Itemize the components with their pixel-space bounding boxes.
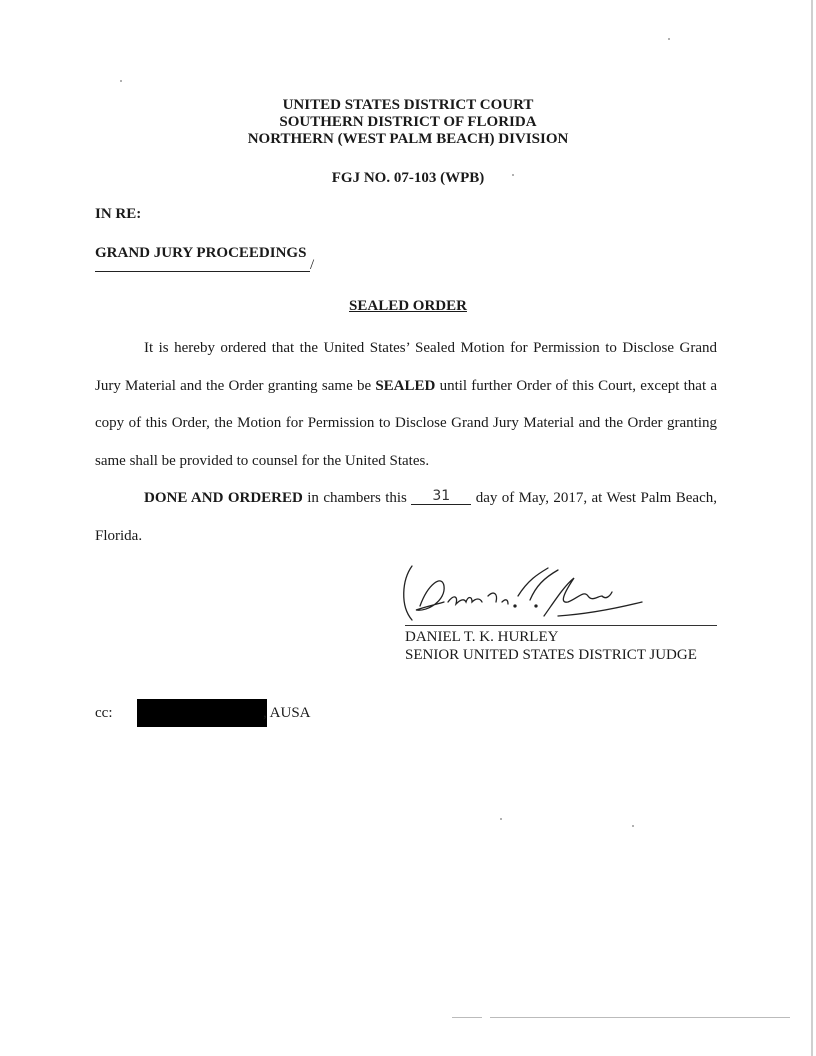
cc-recipient-suffix: , AUSA [263, 705, 311, 721]
court-district: SOUTHERN DISTRICT OF FLORIDA [279, 114, 537, 130]
court-division: NORTHERN (WEST PALM BEACH) DIVISION [247, 131, 569, 147]
done-text-a: in chambers this [302, 490, 412, 506]
case-number: FGJ NO. 07-103 (WPB) [331, 170, 485, 186]
scan-speck [632, 825, 634, 827]
judge-signature [398, 556, 648, 628]
cc-label: cc: [95, 705, 113, 721]
page-edge [811, 0, 813, 1056]
order-title [0, 298, 816, 315]
done-and-ordered-paragraph [95, 480, 717, 555]
handwritten-day: 31 [411, 488, 471, 505]
paragraph-text-a: It is hereby ordered that the United States’ Sealed Motion for Permission to Disclose Grand Jury Material and the Order granting same be [95, 340, 717, 394]
order-paragraph [95, 330, 717, 480]
caption-slash: / [310, 257, 315, 273]
judge-title: SENIOR UNITED STATES DISTRICT JUDGE [405, 647, 697, 663]
signature-line [405, 625, 717, 626]
done-text-b: day of May, 2017, at West Palm Beach, Florida. [95, 490, 717, 544]
caption-underline [95, 271, 310, 272]
scan-speck [500, 818, 502, 820]
matter-title: GRAND JURY PROCEEDINGS [95, 245, 307, 261]
sealed-emphasis: SEALED [375, 377, 436, 394]
court-name: UNITED STATES DISTRICT COURT [282, 97, 534, 113]
scan-speck [668, 38, 670, 40]
done-and-ordered-emphasis: DONE AND ORDERED [144, 490, 303, 506]
scan-speck [120, 80, 122, 82]
order-title-text: SEALED ORDER [349, 298, 467, 314]
redaction-box [137, 699, 267, 727]
paragraph-text-b: until further Order of this Court, except that a copy of this Order, the Motion for Permission to Disclose Grand Jury Material and the Order granting same shall be provided to counsel for the United States. [95, 377, 717, 469]
judge-block [405, 628, 697, 664]
scan-mark [452, 1017, 482, 1018]
judge-name: DANIEL T. K. HURLEY [405, 629, 559, 645]
scan-speck [512, 174, 514, 176]
scan-mark [490, 1017, 790, 1018]
in-re-label: IN RE: [95, 206, 142, 222]
